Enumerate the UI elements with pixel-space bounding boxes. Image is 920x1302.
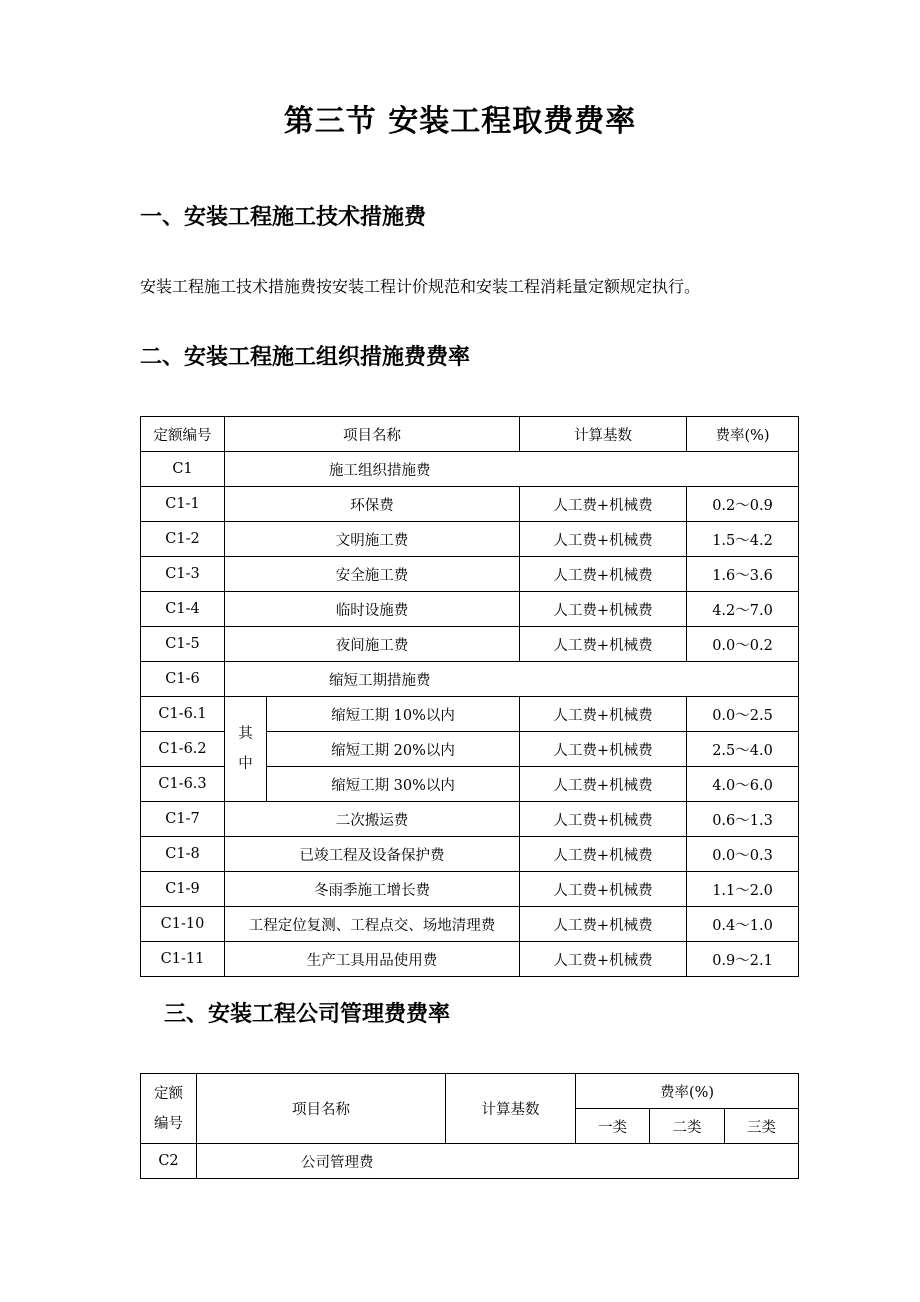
item-name: 工程定位复测、工程点交、场地清理费 bbox=[225, 907, 520, 942]
group-row-c2 bbox=[141, 1144, 799, 1179]
table-row bbox=[141, 697, 799, 732]
item-base: 人工费+机械费 bbox=[520, 837, 687, 872]
item-name: 生产工具用品使用费 bbox=[225, 942, 520, 977]
header-class-3: 三类 bbox=[725, 1109, 799, 1144]
item-name: 环保费 bbox=[225, 487, 520, 522]
item-rate: 0.6～1.3 bbox=[687, 802, 799, 837]
header-code bbox=[141, 1074, 197, 1144]
table-row bbox=[141, 592, 799, 627]
management-fee-table bbox=[140, 1073, 799, 1179]
item-rate: 1.1～2.0 bbox=[687, 872, 799, 907]
item-base: 人工费+机械费 bbox=[520, 522, 687, 557]
item-code: C1-11 bbox=[141, 942, 225, 977]
table-header-row bbox=[141, 417, 799, 452]
item-code: C1-5 bbox=[141, 627, 225, 662]
item-rate: 1.6～3.6 bbox=[687, 557, 799, 592]
organization-measures-fee-table bbox=[140, 416, 799, 977]
group-code: C2 bbox=[141, 1144, 197, 1179]
item-code: C1-3 bbox=[141, 557, 225, 592]
header-code-line-1: 定额 bbox=[154, 1085, 183, 1102]
item-rate: 4.2～7.0 bbox=[687, 592, 799, 627]
section-3-heading: 三、安装工程公司管理费费率 bbox=[164, 1002, 451, 1027]
section-1-text: 安装工程施工技术措施费按安装工程计价规范和安装工程消耗量定额规定执行。 bbox=[140, 277, 701, 296]
sub-items-label-line-2: 中 bbox=[238, 756, 253, 772]
item-code: C1-6.3 bbox=[141, 767, 225, 802]
item-name: 缩短工期 20%以内 bbox=[267, 732, 520, 767]
item-rate: 1.5～4.2 bbox=[687, 522, 799, 557]
item-base: 人工费+机械费 bbox=[520, 907, 687, 942]
section-1-heading: 一、安装工程施工技术措施费 bbox=[140, 205, 427, 230]
item-base: 人工费+机械费 bbox=[520, 592, 687, 627]
item-rate: 0.2～0.9 bbox=[687, 487, 799, 522]
table-row bbox=[141, 557, 799, 592]
section-2-heading: 二、安装工程施工组织措施费费率 bbox=[140, 345, 471, 370]
item-base: 人工费+机械费 bbox=[520, 487, 687, 522]
item-rate: 0.0～0.2 bbox=[687, 627, 799, 662]
item-name: 夜间施工费 bbox=[225, 627, 520, 662]
header-name: 项目名称 bbox=[197, 1074, 446, 1144]
item-name: 已竣工程及设备保护费 bbox=[225, 837, 520, 872]
item-base: 人工费+机械费 bbox=[520, 802, 687, 837]
header-rate: 费率(%) bbox=[687, 417, 799, 452]
group-row-c1 bbox=[141, 452, 799, 487]
item-code: C1-2 bbox=[141, 522, 225, 557]
item-base: 人工费+机械费 bbox=[520, 767, 687, 802]
table-row bbox=[141, 942, 799, 977]
item-base: 人工费+机械费 bbox=[520, 942, 687, 977]
item-base: 人工费+机械费 bbox=[520, 872, 687, 907]
item-code: C1-10 bbox=[141, 907, 225, 942]
header-code-line-2: 编号 bbox=[154, 1115, 183, 1132]
item-code: C1-6.1 bbox=[141, 697, 225, 732]
item-name: 安全施工费 bbox=[225, 557, 520, 592]
table-header-row bbox=[141, 1074, 799, 1109]
table-row bbox=[141, 837, 799, 872]
item-name: 缩短工期 30%以内 bbox=[267, 767, 520, 802]
item-base: 人工费+机械费 bbox=[520, 732, 687, 767]
item-rate: 0.9～2.1 bbox=[687, 942, 799, 977]
item-base: 人工费+机械费 bbox=[520, 557, 687, 592]
sub-items-label bbox=[225, 697, 267, 802]
item-name: 二次搬运费 bbox=[225, 802, 520, 837]
table-row bbox=[141, 907, 799, 942]
table-row bbox=[141, 872, 799, 907]
item-code: C1-1 bbox=[141, 487, 225, 522]
item-code: C1-9 bbox=[141, 872, 225, 907]
header-base: 计算基数 bbox=[446, 1074, 576, 1144]
table-row bbox=[141, 487, 799, 522]
item-rate: 4.0～6.0 bbox=[687, 767, 799, 802]
group-code: C1 bbox=[141, 452, 225, 487]
table-row bbox=[141, 522, 799, 557]
item-code: C1-7 bbox=[141, 802, 225, 837]
header-class-1: 一类 bbox=[576, 1109, 650, 1144]
item-rate: 0.0～0.3 bbox=[687, 837, 799, 872]
table-row bbox=[141, 627, 799, 662]
group-name: 施工组织措施费 bbox=[225, 452, 799, 487]
header-code: 定额编号 bbox=[141, 417, 225, 452]
item-name: 冬雨季施工增长费 bbox=[225, 872, 520, 907]
item-name: 缩短工期 10%以内 bbox=[267, 697, 520, 732]
group-code: C1-6 bbox=[141, 662, 225, 697]
item-rate: 2.5～4.0 bbox=[687, 732, 799, 767]
item-code: C1-4 bbox=[141, 592, 225, 627]
header-name: 项目名称 bbox=[225, 417, 520, 452]
item-rate: 0.0～2.5 bbox=[687, 697, 799, 732]
item-name: 文明施工费 bbox=[225, 522, 520, 557]
header-base: 计算基数 bbox=[520, 417, 687, 452]
page-title: 第三节 安装工程取费费率 bbox=[283, 104, 637, 139]
group-row-c1-6 bbox=[141, 662, 799, 697]
item-name: 临时设施费 bbox=[225, 592, 520, 627]
item-base: 人工费+机械费 bbox=[520, 627, 687, 662]
header-rate: 费率(%) bbox=[576, 1074, 799, 1109]
group-name: 公司管理费 bbox=[197, 1144, 799, 1179]
item-base: 人工费+机械费 bbox=[520, 697, 687, 732]
item-code: C1-8 bbox=[141, 837, 225, 872]
sub-items-label-line-1: 其 bbox=[238, 726, 253, 742]
group-name: 缩短工期措施费 bbox=[225, 662, 799, 697]
table-row bbox=[141, 802, 799, 837]
item-code: C1-6.2 bbox=[141, 732, 225, 767]
item-rate: 0.4～1.0 bbox=[687, 907, 799, 942]
header-class-2: 二类 bbox=[650, 1109, 725, 1144]
